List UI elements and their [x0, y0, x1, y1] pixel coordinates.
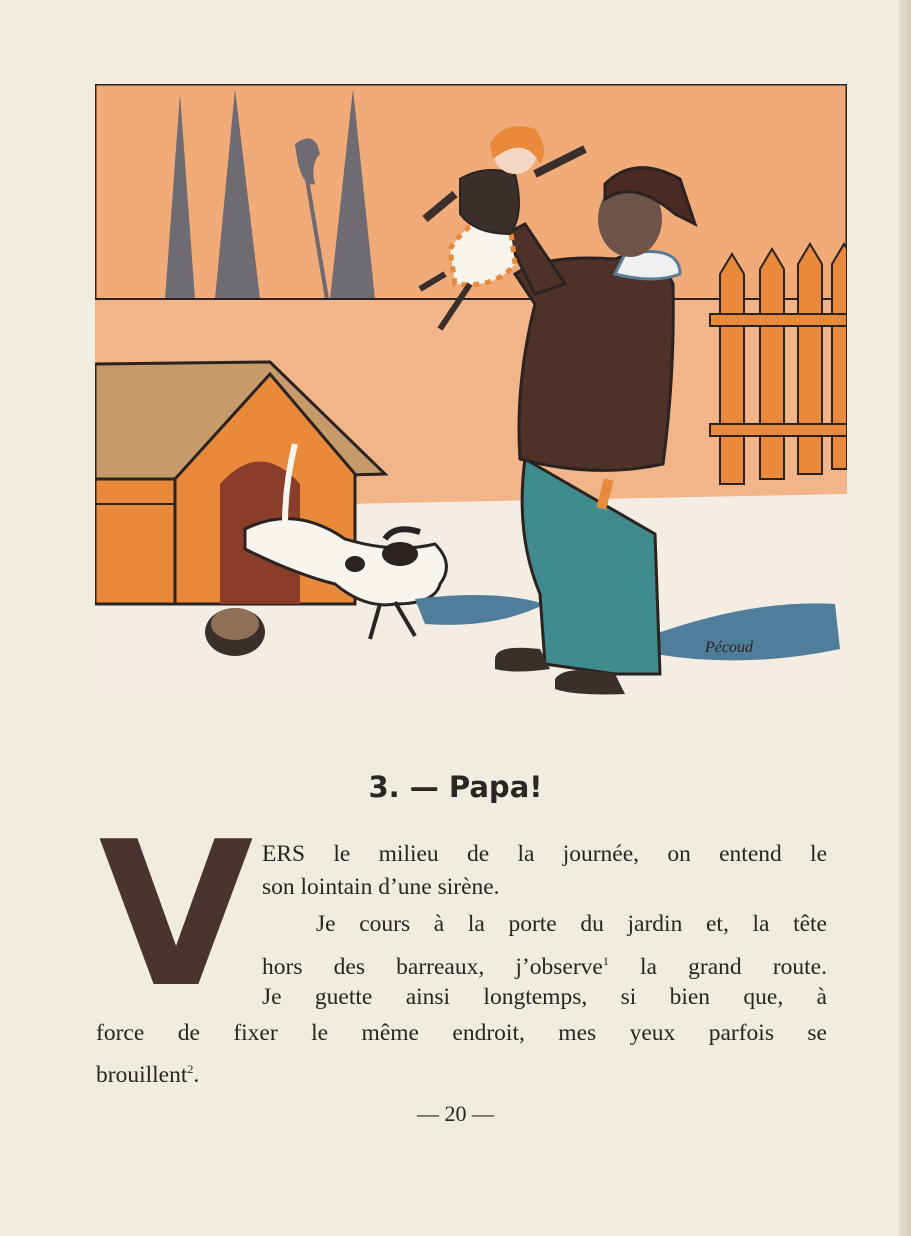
text-segment: .: [193, 1062, 200, 1088]
dog-bowl: [205, 608, 265, 656]
text-segment: hors des barreaux, j’observe: [262, 954, 603, 980]
text-segment: la grand route.: [608, 954, 827, 980]
drop-cap: [96, 826, 256, 992]
text-line: ERS le milieu de la journée, on entend le: [262, 841, 827, 867]
footnote-ref: 2: [187, 1062, 194, 1076]
text-line: [96, 1056, 199, 1088]
footnote-ref: 1: [602, 954, 609, 968]
text-line: [262, 948, 827, 980]
illustration-drawing: [95, 84, 847, 696]
text-segment: brouillent: [96, 1062, 188, 1088]
text-line: Je cours à la porte du jardin et, la tête: [316, 911, 827, 937]
chapter-title: 3. — Papa!: [368, 770, 543, 804]
page-number: — 20 —: [417, 1101, 494, 1126]
page-edge: [899, 0, 911, 1236]
artist-signature: Pécoud: [705, 639, 753, 656]
text-line: force de fixer le même endroit, mes yeux parfois se: [96, 1020, 827, 1046]
illustration: [95, 84, 847, 696]
drop-cap-letter: V: [98, 826, 254, 992]
text-line: Je guette ainsi longtemps, si bien que, à: [262, 984, 827, 1010]
text-line: son lointain d’une sirène.: [262, 874, 500, 900]
